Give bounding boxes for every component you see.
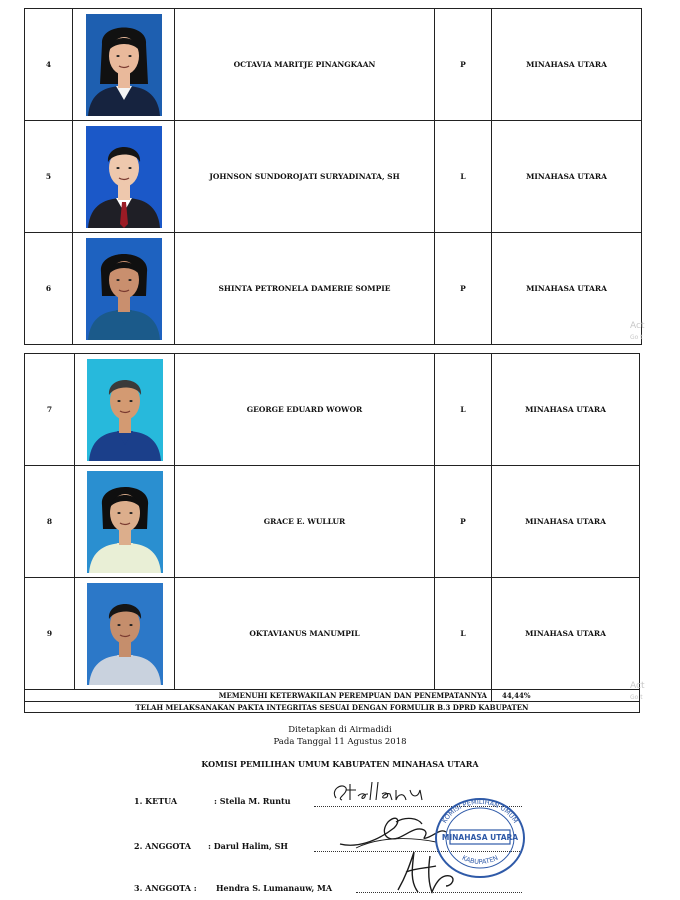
candidate-photo-frame [87, 583, 163, 685]
candidate-photo-frame [87, 359, 163, 461]
candidate-photo [75, 578, 175, 690]
candidate-row [25, 466, 640, 578]
candidate-photo-image [87, 359, 163, 461]
candidate-photo-image [87, 471, 163, 573]
activation-watermark-2: Act Go t [630, 681, 645, 701]
signatory-label: 1. KETUA [134, 796, 178, 806]
candidate-dapil: MINAHASA UTARA [492, 466, 640, 578]
candidate-number: 8 [25, 466, 75, 578]
candidate-name: JOHNSON SUNDOROJATI SURYADINATA, SH [175, 121, 435, 233]
candidate-row [25, 233, 642, 345]
candidate-gender: P [435, 466, 492, 578]
candidate-photo [73, 121, 175, 233]
candidate-number: 9 [25, 578, 75, 690]
candidate-row [25, 121, 642, 233]
candidate-photo-frame [87, 471, 163, 573]
summary-row [25, 690, 640, 702]
candidate-number: 5 [25, 121, 73, 233]
candidate-gender: P [435, 9, 492, 121]
candidate-row [25, 578, 640, 690]
date-text: Pada Tanggal 11 Agustus 2018 [273, 737, 407, 747]
signatory-name: : Darul Halim, SH [208, 841, 288, 851]
candidate-photo-image [87, 583, 163, 685]
stamp-bottom-text: KABUPATEN [460, 853, 500, 866]
candidate-name: OKTAVIANUS MANUMPIL [175, 578, 435, 690]
signature-ketua [328, 776, 438, 806]
candidate-number: 7 [25, 354, 75, 466]
signatory-3 [134, 883, 332, 893]
candidate-photo [73, 9, 175, 121]
pakta-row [25, 702, 640, 713]
candidate-photo-frame [86, 14, 162, 116]
candidate-name: OCTAVIA MARITJE PINANGKAAN [175, 9, 435, 121]
candidate-gender: L [435, 578, 492, 690]
candidate-gender: P [435, 233, 492, 345]
candidate-row [25, 9, 642, 121]
signatory-1 [134, 796, 291, 806]
signatory-2 [134, 841, 288, 851]
stamp-ring-text: KOMISI PEMILIHAN UMUM [440, 797, 520, 825]
candidate-name: GEORGE EDUARD WOWOR [175, 354, 435, 466]
stamp-center-text: MINAHASA UTARA [441, 833, 519, 842]
summary-label: MEMENUHI KETERWAKILAN PEREMPUAN DAN PENEMPATANNYA [25, 690, 492, 702]
pakta-text: TELAH MELAKSANAKAN PAKTA INTEGRITAS SESUAI DENGAN FORMULIR B.3 DPRD KABUPATEN [25, 702, 640, 713]
activation-watermark-1: Act Go t [630, 321, 645, 341]
candidate-photo [75, 466, 175, 578]
official-stamp [428, 796, 528, 880]
candidate-gender: L [435, 354, 492, 466]
candidate-photo-image [86, 126, 162, 228]
candidate-name: SHINTA PETRONELA DAMERIE SOMPIE [175, 233, 435, 345]
signatory-name: : Stella M. Runtu [214, 796, 291, 806]
candidate-photo-image [86, 14, 162, 116]
candidate-number: 4 [25, 9, 73, 121]
candidate-photo [73, 233, 175, 345]
signatory-label: 2. ANGGOTA [134, 841, 192, 851]
candidate-dapil: MINAHASA UTARA [492, 354, 640, 466]
candidate-row [25, 354, 640, 466]
candidate-photo-frame [86, 238, 162, 340]
candidate-dapil: MINAHASA UTARA [492, 233, 642, 345]
candidate-photo-image [86, 238, 162, 340]
candidate-photo [75, 354, 175, 466]
candidate-photo-frame [86, 126, 162, 228]
candidate-table-1 [24, 8, 645, 345]
signatory-name: Hendra S. Lumanauw, MA [216, 883, 333, 893]
candidate-name: GRACE E. WULLUR [175, 466, 435, 578]
komisi-title: KOMISI PEMILIHAN UMUM KABUPATEN MINAHASA UTARA [201, 759, 479, 769]
candidate-dapil: MINAHASA UTARA [492, 578, 640, 690]
candidate-dapil: MINAHASA UTARA [492, 121, 642, 233]
place-text: Ditetapkan di Airmadidi [288, 725, 392, 735]
signatory-label: 3. ANGGOTA : [134, 883, 197, 893]
candidate-dapil: MINAHASA UTARA [492, 9, 642, 121]
candidate-gender: L [435, 121, 492, 233]
candidate-number: 6 [25, 233, 73, 345]
candidate-table-2 [24, 353, 640, 713]
summary-value: 44,44% [492, 690, 640, 702]
